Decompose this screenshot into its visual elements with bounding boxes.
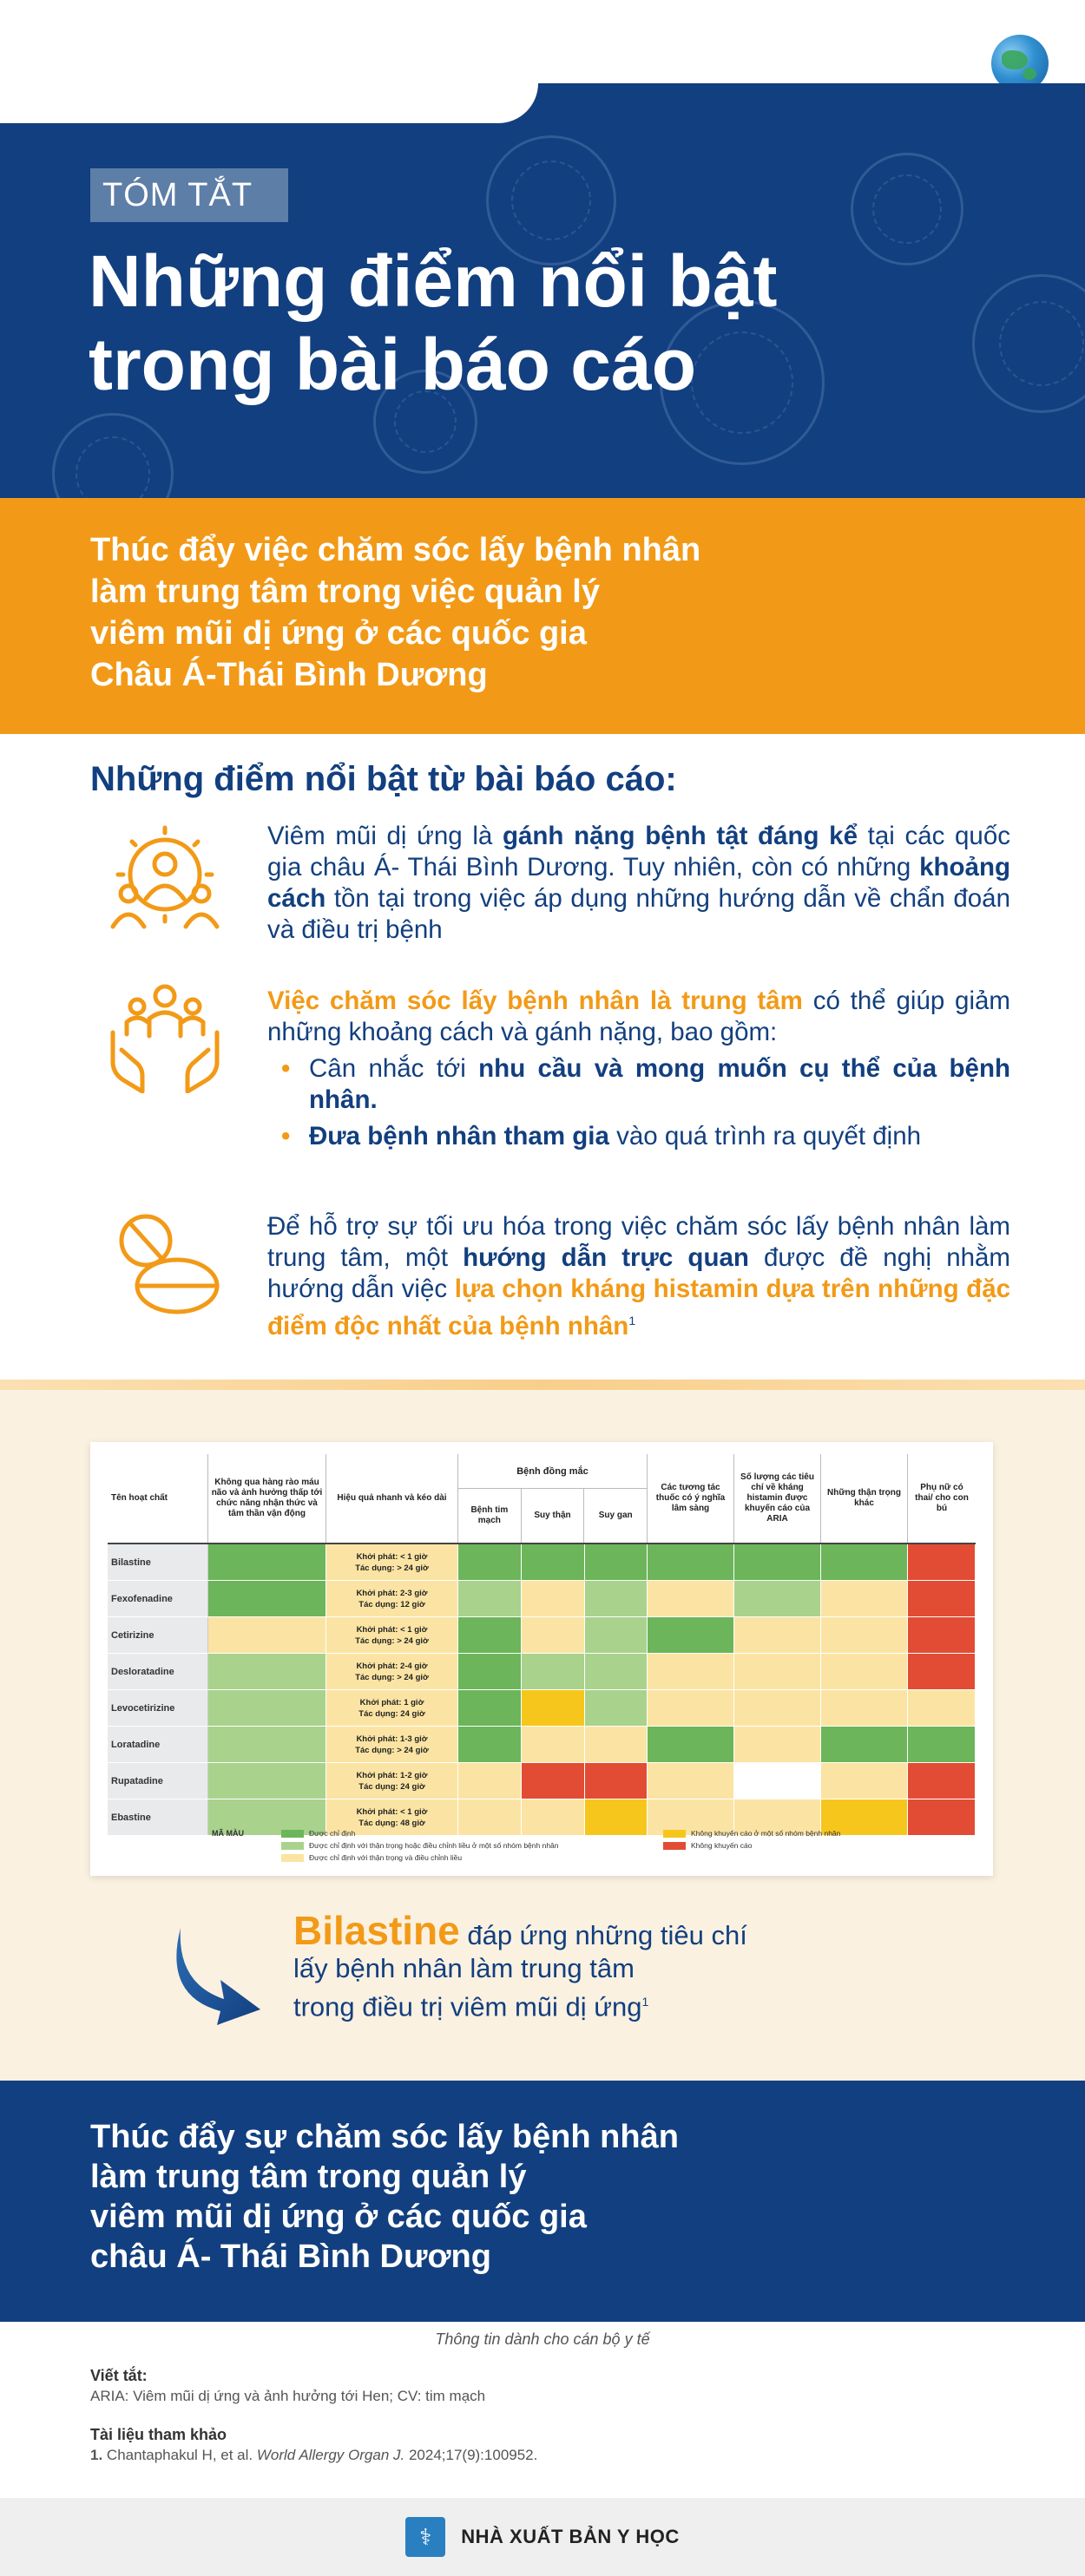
rating-cell — [585, 1544, 648, 1580]
rating-cell — [458, 1763, 522, 1799]
onset-duration-cell: Khởi phát: < 1 giờ Tác dụng: > 24 giờ — [326, 1544, 458, 1580]
rating-cell — [458, 1727, 522, 1762]
rating-cell — [821, 1690, 908, 1726]
rating-cell — [208, 1654, 326, 1689]
drug-name-cell: Ebastine — [108, 1799, 208, 1835]
virus-decoration-icon — [972, 274, 1085, 413]
drug-name-cell: Loratadine — [108, 1727, 208, 1762]
antihistamine-table — [108, 1454, 976, 1836]
intro-text: Thúc đẩy việc chăm sóc lấy bệnh nhân làm trung tâm trong việc quản lý viêm mũi dị ứng ở các quốc gia Châu Á-Thái Bình Dương — [90, 532, 701, 693]
hands-people-icon — [106, 980, 224, 1093]
rating-cell — [522, 1617, 585, 1653]
rating-cell — [648, 1690, 734, 1726]
legend-item: Được chỉ định — [281, 1829, 355, 1838]
table-row — [108, 1727, 976, 1763]
rating-cell — [821, 1654, 908, 1689]
rating-cell — [648, 1617, 734, 1653]
table-row — [108, 1763, 976, 1799]
rating-cell — [208, 1727, 326, 1762]
onset-duration-cell: Khởi phát: 1-3 giờ Tác dụng: > 24 giờ — [326, 1727, 458, 1762]
rating-cell — [648, 1727, 734, 1762]
rating-cell — [522, 1763, 585, 1799]
rating-cell — [648, 1654, 734, 1689]
rating-cell — [821, 1763, 908, 1799]
legend-item: Được chỉ định với thận trọng và điều chỉnh liều — [281, 1853, 462, 1862]
rating-cell — [908, 1690, 976, 1726]
table-row — [108, 1617, 976, 1654]
rating-cell — [734, 1763, 821, 1799]
audience-note: Thông tin dành cho cán bộ y tế — [435, 2330, 650, 2348]
rating-cell — [522, 1654, 585, 1689]
onset-duration-cell: Khởi phát: 1 giờ Tác dụng: 24 giờ — [326, 1690, 458, 1726]
closing-text: Thúc đẩy sự chăm sóc lấy bệnh nhân làm trung tâm trong quản lý viêm mũi dị ứng ở các quốc gia châu Á- Thái Bình Dương — [90, 2119, 679, 2275]
bilastine-statement: Bilastine đáp ứng những tiêu chí lấy bệnh nhân làm trung tâm trong điều trị viêm mũi dị ứng$^1$ — [293, 1908, 747, 2022]
drug-name-cell: Levocetirizine — [108, 1690, 208, 1726]
rating-cell — [208, 1617, 326, 1653]
intro-band — [0, 498, 1085, 734]
table-row — [108, 1544, 976, 1581]
rating-cell — [821, 1581, 908, 1616]
legend-item: Không khuyến cáo — [663, 1841, 752, 1850]
rating-cell — [734, 1617, 821, 1653]
rating-cell — [522, 1727, 585, 1762]
rating-cell — [208, 1690, 326, 1726]
rating-cell — [908, 1763, 976, 1799]
rating-cell — [821, 1727, 908, 1762]
drug-name-cell: Rupatadine — [108, 1763, 208, 1799]
antihistamine-table-card — [90, 1442, 993, 1876]
footer — [0, 2498, 1085, 2576]
rating-cell — [458, 1654, 522, 1689]
rating-cell — [908, 1654, 976, 1689]
rating-cell — [458, 1581, 522, 1616]
table-body — [108, 1544, 976, 1836]
people-gear-icon — [106, 824, 224, 937]
drug-name-cell: Cetirizine — [108, 1617, 208, 1653]
table-header: Tên hoạt chất Không qua hàng rào máu não và ảnh hưởng thấp tới chức năng nhận thức và tâm thần vận động Hiệu quả nhanh và kéo dài Bệnh đồng mắc Bệnh tim mạch Suy thận Suy gan Các tương tác thuốc có ý nghĩa lâm sàng Số lượng các tiêu chí về kháng histamin được khuyến cáo của ARIA Những thận trọng khác Phụ nữ có thai/ cho con bú — [108, 1454, 976, 1544]
hero-banner — [0, 83, 1085, 498]
rating-cell — [734, 1727, 821, 1762]
abbreviations-text: ARIA: Viêm mũi dị ứng và ảnh hưởng tới Hen; CV: tim mạch — [90, 2388, 486, 2404]
curved-arrow-icon — [170, 1923, 266, 2027]
onset-duration-cell: Khởi phát: < 1 giờ Tác dụng: 48 giờ — [326, 1799, 458, 1835]
rating-cell — [648, 1763, 734, 1799]
highlight-item-3: Để hỗ trợ sự tối ưu hóa trong việc chăm sóc lấy bệnh nhân làm trung tâm, một hướng dẫn trực quan được đề nghị nhằm hướng dẫn việc lựa chọn kháng histamin dựa trên những đặc điểm độc nhất của bệnh nhân$^1$ — [267, 1212, 1011, 1340]
drug-name-cell: Bilastine — [108, 1544, 208, 1580]
reference-item: 1. Chantaphakul H, et al. World Allergy Organ J. 2024;17(9):100952. — [90, 2447, 538, 2463]
legend-item: Được chỉ định với thận trọng hoặc điều chỉnh liều ở một số nhóm bệnh nhân — [281, 1841, 559, 1850]
highlight-item-1: Viêm mũi dị ứng là gánh nặng bệnh tật đáng kể tại các quốc gia châu Á- Thái Bình Dương. Tuy nhiên, còn có những khoảng cách tồn tại trong việc áp dụng những hướng dẫn về chẩn đoán và điều trị bệnh — [267, 822, 1010, 944]
pills-icon — [106, 1206, 224, 1319]
rating-cell — [908, 1544, 976, 1580]
rating-cell — [522, 1581, 585, 1616]
comorbidity-group: Bệnh đồng mắc Bệnh tim mạch Suy thận Suy gan — [458, 1454, 648, 1543]
table-row — [108, 1581, 976, 1617]
rating-cell — [821, 1544, 908, 1580]
table-row — [108, 1654, 976, 1690]
drug-name-cell: Fexofenadine — [108, 1581, 208, 1616]
caduceus-icon: ⚕ — [405, 2517, 445, 2557]
rating-cell — [734, 1654, 821, 1689]
onset-duration-cell: Khởi phát: 2-3 giờ Tác dụng: 12 giờ — [326, 1581, 458, 1616]
page-title: Những điểm nổi bật trong bài báo cáo — [89, 240, 778, 405]
rating-cell — [908, 1727, 976, 1762]
rating-cell — [648, 1544, 734, 1580]
rating-cell — [734, 1581, 821, 1616]
rating-cell — [585, 1690, 648, 1726]
closing-band — [0, 2081, 1085, 2322]
virus-decoration-icon — [52, 413, 174, 498]
summary-tag: TÓM TẮT — [90, 168, 288, 222]
rating-cell — [522, 1690, 585, 1726]
rating-cell — [458, 1690, 522, 1726]
rating-cell — [522, 1544, 585, 1580]
table-row — [108, 1690, 976, 1727]
rating-cell — [458, 1544, 522, 1580]
rating-cell — [585, 1581, 648, 1616]
publisher-name: NHÀ XUẤT BẢN Y HỌC — [461, 2526, 680, 2547]
rating-cell — [585, 1617, 648, 1653]
references-title: Tài liệu tham khảo — [90, 2426, 227, 2443]
rating-cell — [734, 1690, 821, 1726]
rating-cell — [208, 1581, 326, 1616]
onset-duration-cell: Khởi phát: 2-4 giờ Tác dụng: > 24 giờ — [326, 1654, 458, 1689]
rating-cell — [585, 1654, 648, 1689]
color-legend: MÃ MÀU Được chỉ định Được chỉ định với thận trọng hoặc điều chỉnh liều ở một số nhóm bệnh nhân Được chỉ định với thận trọng và điều chỉnh liều Không khuyến cáo ở một số nhóm bệnh nhân Không khuyến cáo — [212, 1829, 841, 1862]
bullet-item: • Đưa bệnh nhân tham gia vào quá trình ra quyết định — [267, 1121, 1010, 1152]
highlight-item-2: Việc chăm sóc lấy bệnh nhân là trung tâm có thể giúp giảm những khoảng cách và gánh nặng, bao gồm: • Cân nhắc tới nhu cầu và mong muốn cụ thể của bệnh nhân. • Đưa bệnh nhân tham gia vào quá trình ra quyết định — [267, 986, 1010, 1152]
onset-duration-cell: Khởi phát: 1-2 giờ Tác dụng: 24 giờ — [326, 1763, 458, 1799]
bullet-item: • Cân nhắc tới nhu cầu và mong muốn cụ thể của bệnh nhân. — [267, 1053, 1010, 1116]
rating-cell — [821, 1617, 908, 1653]
drug-name-cell: Desloratadine — [108, 1654, 208, 1689]
rating-cell — [208, 1544, 326, 1580]
highlights-title: Những điểm nổi bật từ bài báo cáo: — [90, 760, 677, 798]
onset-duration-cell: Khởi phát: < 1 giờ Tác dụng: > 24 giờ — [326, 1617, 458, 1653]
rating-cell — [908, 1617, 976, 1653]
rating-cell — [908, 1581, 976, 1616]
legend-item: Không khuyến cáo ở một số nhóm bệnh nhân — [663, 1829, 840, 1838]
rating-cell — [208, 1763, 326, 1799]
rating-cell — [648, 1581, 734, 1616]
rating-cell — [734, 1544, 821, 1580]
rating-cell — [585, 1763, 648, 1799]
abbreviations-title: Viết tắt: — [90, 2367, 148, 2384]
rating-cell — [585, 1727, 648, 1762]
rating-cell — [458, 1617, 522, 1653]
